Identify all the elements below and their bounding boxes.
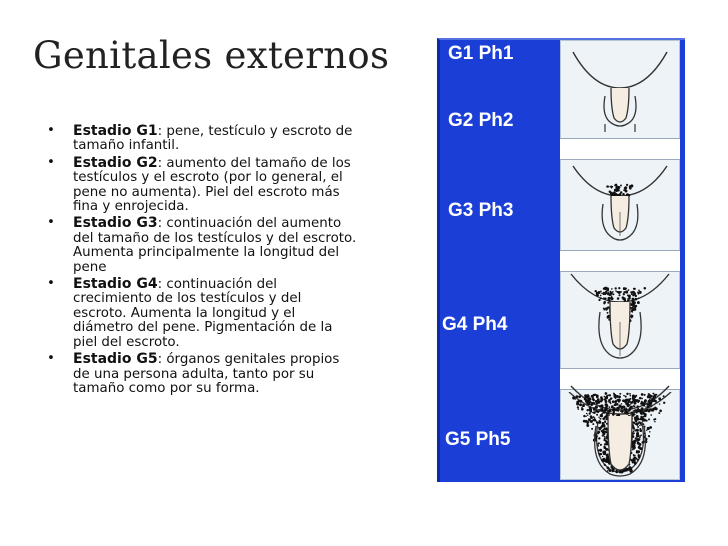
hair-dot (627, 298, 629, 300)
hair-dot (628, 295, 631, 298)
hair-dot (612, 400, 615, 403)
hair-dot (643, 420, 644, 421)
hair-dot (630, 459, 632, 461)
hair-dot (590, 415, 593, 418)
hair-dot (589, 410, 591, 412)
hair-dot (629, 401, 631, 403)
hair-dot (646, 420, 648, 422)
hair-dot (633, 427, 635, 429)
hair-dot (604, 464, 606, 466)
hair-dot (628, 467, 631, 470)
hair-dot (623, 291, 625, 293)
hair-dot (607, 302, 609, 304)
hair-dot (637, 432, 639, 434)
hair-dot (601, 408, 604, 411)
hair-dot (603, 302, 605, 304)
hair-dot (640, 409, 642, 411)
hair-dot (618, 399, 620, 401)
slide-title: Genitales externos (33, 34, 390, 77)
hair-dot (617, 194, 619, 196)
hair-dot (635, 298, 638, 301)
hair-dot (625, 291, 628, 294)
hair-dot (595, 435, 598, 438)
hair-dot (646, 430, 647, 431)
hair-dot (577, 406, 579, 408)
hair-dot (578, 408, 580, 410)
hair-dot (596, 396, 599, 399)
hair-dot (607, 300, 608, 301)
hair-dot (636, 417, 639, 420)
bullet-glyph: • (47, 154, 55, 170)
hair-dot (615, 186, 618, 189)
bullet-term: Estadio G5 (73, 351, 158, 368)
hair-dot (610, 403, 612, 405)
bullet-list (47, 124, 357, 398)
hair-dot (603, 307, 605, 309)
stage-label-g1: G1 Ph1 (448, 43, 514, 64)
hair-dot (598, 299, 600, 301)
stage-label-g4: G4 Ph4 (442, 314, 508, 335)
hair-dot (641, 402, 644, 405)
hair-dot (632, 398, 635, 401)
hair-dot (600, 444, 602, 446)
hair-dot (635, 295, 637, 297)
hair-dot (606, 413, 608, 415)
hair-dot (634, 402, 637, 405)
hair-dot (658, 397, 661, 400)
hair-dot (600, 290, 602, 292)
hair-dot (643, 405, 645, 407)
hair-dot (633, 410, 635, 412)
hair-dot (663, 402, 665, 404)
hair-dot (618, 294, 620, 296)
hair-dot (587, 400, 590, 403)
hair-dot (634, 309, 636, 311)
hair-dot (625, 411, 628, 414)
hair-dot (637, 293, 639, 295)
hair-dot (636, 409, 639, 412)
hair-dot (650, 414, 652, 416)
hair-dot (611, 469, 614, 472)
hair-dot (597, 398, 600, 401)
hair-dot (615, 290, 617, 292)
hair-dot (606, 431, 608, 433)
hair-dot (647, 406, 650, 409)
hair-dot (601, 415, 603, 417)
hair-dot (634, 307, 636, 309)
hair-dot (633, 459, 635, 461)
hair-dot (603, 411, 606, 414)
hair-dot (653, 399, 656, 402)
hair-dot (628, 289, 630, 291)
hair-dot (590, 420, 593, 423)
stage-illustration-g2 (567, 162, 673, 248)
hair-dot (648, 435, 650, 437)
stage-label-g2: G2 Ph2 (448, 110, 514, 131)
hair-dot (609, 300, 611, 302)
hair-dot (604, 288, 606, 290)
hair-dot (628, 409, 630, 411)
hair-dot (612, 407, 614, 409)
hair-dot (647, 395, 650, 398)
hair-dot (606, 454, 609, 457)
figure-separator (560, 250, 680, 272)
hair-dot (607, 316, 610, 319)
bullet-term: Estadio G3 (73, 215, 158, 232)
hair-dot (611, 288, 613, 290)
hair-dot (625, 189, 627, 191)
hair-dot (644, 399, 646, 401)
tanner-stages-figure (437, 38, 685, 482)
hair-dot (592, 412, 594, 414)
hair-dot (572, 397, 575, 400)
hair-dot (631, 412, 633, 414)
hair-dot (639, 397, 642, 400)
hair-dot (596, 403, 598, 405)
hair-dot (654, 421, 656, 423)
hair-dot (607, 467, 610, 470)
hair-dot (636, 415, 639, 418)
hair-dot (633, 454, 635, 456)
bullet-item-g3 (47, 216, 357, 275)
hair-dot (625, 399, 627, 401)
hair-dot (644, 415, 646, 417)
hair-dot (649, 401, 651, 403)
hair-dot (608, 297, 610, 299)
hair-dot (581, 408, 584, 411)
hair-dot (636, 450, 638, 452)
hair-dot (578, 395, 581, 398)
hair-dot (632, 432, 634, 434)
stage-illustration-g3 (567, 272, 673, 368)
hair-dot (631, 314, 633, 316)
hair-dot (618, 287, 620, 289)
hair-dot (633, 288, 635, 290)
bullet-term: Estadio G4 (73, 276, 158, 293)
hair-dot (602, 456, 603, 457)
bullet-glyph: • (47, 351, 55, 367)
hair-dot (591, 402, 593, 404)
hair-dot (638, 446, 641, 449)
hair-dot (586, 423, 588, 425)
hair-dot (638, 297, 640, 299)
hair-dot (624, 186, 627, 189)
hair-dot (633, 440, 636, 443)
hair-dot (602, 429, 604, 431)
hair-dot (637, 301, 640, 304)
hair-dot (631, 302, 633, 304)
hair-dot (648, 418, 650, 420)
hair-dot (586, 416, 587, 417)
hair-dot (604, 398, 606, 400)
hair-dot (626, 184, 628, 186)
hair-dot (606, 307, 608, 309)
hair-dot (609, 192, 611, 194)
bullet-glyph: • (47, 123, 55, 138)
bullet-glyph: • (47, 276, 55, 292)
stage-label-g3: G3 Ph3 (448, 200, 514, 221)
stage-label-g5: G5 Ph5 (445, 429, 511, 450)
hair-dot (659, 403, 660, 404)
hair-dot (596, 414, 598, 416)
hair-dot (632, 298, 635, 301)
bullet-item-g5 (47, 352, 357, 396)
hair-dot (601, 424, 604, 427)
hair-dot (592, 398, 595, 401)
hair-dot (583, 415, 585, 417)
hair-dot (639, 437, 641, 439)
hair-dot (628, 403, 629, 404)
hair-dot (582, 404, 585, 407)
hair-dot (650, 426, 652, 428)
hair-dot (617, 297, 620, 300)
hair-dot (607, 312, 609, 314)
hair-dot (611, 295, 613, 297)
hair-dot (634, 396, 636, 398)
hair-dot (604, 421, 606, 423)
hair-dot (620, 184, 622, 186)
hair-dot (634, 461, 637, 464)
hair-dot (646, 404, 648, 406)
hair-dot (634, 414, 636, 416)
bullet-text: : órganos genitales propios de una persona adulta, tanto por su tamaño como por su forma. (73, 352, 340, 396)
hair-dot (606, 287, 609, 290)
hair-dot (630, 291, 632, 293)
hair-dot (654, 418, 656, 420)
hair-dot (641, 418, 644, 421)
hair-dot (648, 409, 651, 412)
hair-dot (615, 287, 617, 289)
hair-dot (630, 403, 631, 404)
hair-dot (597, 445, 599, 447)
hair-dot (597, 433, 599, 435)
bullet-term: Estadio G1 (73, 123, 158, 139)
hair-dot (659, 409, 662, 412)
hair-dot (622, 399, 625, 402)
hair-dot (641, 398, 643, 400)
hair-dot (604, 459, 607, 462)
hair-dot (630, 406, 633, 409)
stage-illustration-g5 (567, 392, 673, 480)
hair-dot (638, 443, 641, 446)
hair-dot (612, 413, 614, 415)
hair-dot (589, 413, 591, 415)
hair-dot (579, 400, 581, 402)
hair-dot (615, 470, 618, 473)
hair-dot (625, 396, 627, 398)
hair-dot (591, 428, 593, 430)
bullet-glyph: • (47, 215, 55, 231)
bullet-item-g1 (47, 124, 357, 154)
hair-dot (610, 297, 613, 300)
hair-dot (636, 412, 638, 414)
hair-dot (612, 408, 615, 411)
hair-dot (633, 301, 636, 304)
hair-dot (632, 449, 633, 450)
hair-dot (636, 434, 638, 436)
bullet-item-g4 (47, 277, 357, 350)
hair-dot (616, 190, 618, 192)
hair-dot (649, 431, 651, 433)
hair-dot (576, 395, 579, 398)
hair-dot (626, 193, 628, 195)
hair-dot (622, 297, 625, 300)
hair-dot (598, 449, 600, 451)
hair-dot (634, 405, 636, 407)
hair-dot (599, 421, 601, 423)
hair-dot (598, 437, 600, 439)
hair-dot (587, 414, 588, 415)
hair-dot (608, 186, 610, 188)
hair-dot (631, 310, 633, 312)
hair-dot (616, 407, 619, 410)
hair-dot (631, 293, 633, 295)
hair-dot (640, 434, 642, 436)
hair-dot (608, 409, 611, 412)
hair-dot (593, 402, 595, 404)
figure-separator (560, 138, 680, 160)
hair-dot (601, 413, 603, 415)
hair-dot (585, 396, 588, 399)
hair-dot (587, 409, 589, 411)
hair-dot (611, 397, 613, 399)
hair-dot (601, 292, 603, 294)
hair-dot (596, 292, 598, 294)
hair-dot (594, 417, 595, 418)
hair-dot (600, 295, 602, 297)
hair-dot (586, 413, 588, 415)
hair-dot (601, 404, 604, 407)
hair-dot (613, 293, 615, 295)
hair-dot (602, 417, 605, 420)
hair-dot (636, 438, 638, 440)
hair-dot (603, 452, 605, 454)
hair-dot (631, 401, 634, 404)
hair-dot (605, 408, 608, 411)
bullet-text: : continuación del aumento del tamaño de los testículos y del escroto. Aumenta principalmente la longitud del pene (73, 216, 357, 275)
hair-dot (623, 287, 626, 290)
hair-dot (652, 410, 654, 412)
hair-dot (596, 421, 598, 423)
hair-dot (604, 292, 607, 295)
hair-dot (589, 409, 590, 410)
hair-dot (604, 446, 605, 447)
hair-dot (640, 412, 643, 415)
hair-dot (604, 443, 606, 445)
hair-dot (613, 395, 615, 397)
hair-dot (644, 287, 647, 290)
hair-dot (604, 297, 606, 299)
hair-dot (639, 422, 641, 424)
hair-dot (622, 193, 625, 196)
hair-dot (605, 400, 607, 402)
hair-dot (614, 403, 617, 406)
bullet-term: Estadio G2 (73, 154, 158, 171)
hair-dot (605, 427, 607, 429)
hair-dot (634, 457, 637, 460)
hair-dot (620, 406, 623, 409)
hair-dot (629, 187, 632, 190)
hair-dot (603, 439, 605, 441)
hair-dot (576, 403, 579, 406)
hair-dot (603, 432, 605, 434)
hair-dot (583, 420, 586, 423)
hair-dot (638, 289, 640, 291)
hair-dot (598, 442, 600, 444)
hair-dot (607, 293, 609, 295)
hair-dot (637, 424, 638, 425)
bullet-text: : aumento del tamaño de los testículos y el escroto (por lo general, el pene no aumenta). Piel del escroto más fina y enrojecida. (73, 155, 351, 215)
hair-dot (649, 403, 651, 405)
hair-dot (635, 399, 638, 402)
hair-dot (600, 398, 603, 401)
hair-dot (609, 470, 612, 473)
hair-dot (579, 403, 582, 406)
hair-dot (600, 453, 602, 455)
hair-dot (647, 427, 650, 430)
bullet-text: : continuación del crecimiento de los testículos y del escroto. Aumenta la longitud y el diámetro del pene. Pigmentación de la piel del escroto. (73, 277, 333, 350)
hair-dot (609, 293, 612, 296)
hair-dot (637, 458, 639, 460)
hair-dot (623, 293, 625, 295)
hair-dot (618, 291, 621, 294)
hair-dot (638, 439, 640, 441)
hair-dot (638, 422, 640, 424)
hair-dot (638, 454, 640, 456)
hair-dot (622, 471, 623, 472)
hair-dot (618, 186, 620, 188)
hair-dot (639, 428, 641, 430)
hair-dot (592, 423, 594, 425)
hair-dot (600, 297, 602, 299)
hair-dot (621, 410, 624, 413)
hair-dot (601, 459, 604, 462)
bullet-text: : pene, testículo y escroto de tamaño infantil. (73, 124, 353, 154)
hair-dot (597, 411, 599, 413)
hair-dot (627, 399, 630, 402)
hair-dot (658, 412, 660, 414)
hair-dot (620, 191, 622, 193)
hair-dot (613, 191, 616, 194)
hair-dot (593, 408, 596, 411)
stage-illustration-g1 (567, 46, 673, 134)
hair-dot (601, 430, 602, 431)
hair-dot (604, 437, 606, 439)
hair-dot (612, 186, 614, 188)
bullet-item-g2 (47, 156, 357, 215)
hair-dot (663, 395, 665, 397)
